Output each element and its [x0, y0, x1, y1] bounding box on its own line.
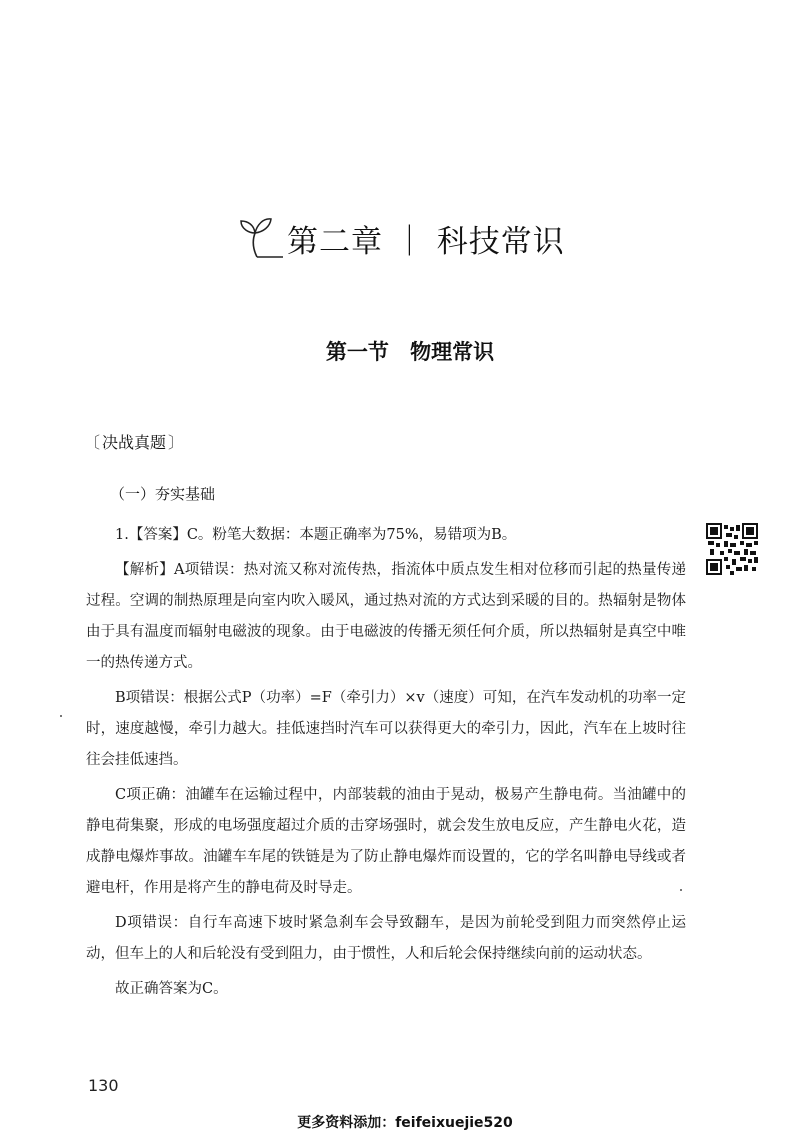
chapter-heading [235, 208, 565, 268]
bracket-close: 〕 [168, 433, 185, 452]
zhenti-label: 决战真题 [102, 433, 167, 452]
bracket-open: 〔 [84, 433, 101, 452]
section-title: 第一节 物理常识 [325, 340, 495, 364]
sprout-icon [235, 213, 285, 263]
analysis-a: 【解析】A项错误：热对流又称对流传热，指流体中质点发生相对位移而引起的热量传递过程。空调的制热原理是向室内吹入暖风，通过热对流的方式达到采暖的目的。热辐射是物体由于具有温度而辐射电磁波的现象。由于电磁波的传播无须任何介质，所以热辐射是真空中唯一的热传递方式。 [86, 562, 686, 671]
answer-line: 1.【答案】C。粉笔大数据：本题正确率为75%，易错项为B。 [115, 527, 517, 543]
conclusion: 故正确答案为C。 [115, 981, 228, 997]
scan-speck [60, 715, 62, 717]
qr-code-icon [706, 523, 758, 575]
analysis-d: D项错误：自行车高速下坡时紧急刹车会导致翻车，是因为前轮受到阻力而突然停止运动，但车上的人和后轮没有受到阻力，由于惯性，人和后轮会保持继续向前的运动状态。 [86, 915, 686, 962]
answer-body [86, 520, 686, 1009]
subheading: （一）夯实基础 [110, 485, 216, 503]
footer-note: 更多资料添加：feifeixuejie520 [297, 1115, 513, 1131]
zhenti-heading [84, 430, 184, 453]
analysis-b: B项错误：根据公式P（功率）=F（牵引力）×v（速度）可知，在汽车发动机的功率一定时，速度越慢，牵引力越大。挂低速挡时汽车可以获得更大的牵引力，因此，汽车在上坡时往往会挂低速挡。 [86, 690, 686, 768]
chapter-title: 第二章 ｜ 科技常识 [287, 223, 565, 260]
page-number: 130 [88, 1076, 119, 1095]
scan-speck [680, 889, 682, 891]
analysis-c: C项正确：油罐车在运输过程中，内部装载的油由于晃动，极易产生静电荷。当油罐中的静电荷集聚，形成的电场强度超过介质的击穿场强时，就会发生放电反应，产生静电火花，造成静电爆炸事故。油罐车车尾的铁链是为了防止静电爆炸而设置的，它的学名叫静电导线或者避电杆，作用是将产生的静电荷及时导走。 [86, 787, 686, 896]
